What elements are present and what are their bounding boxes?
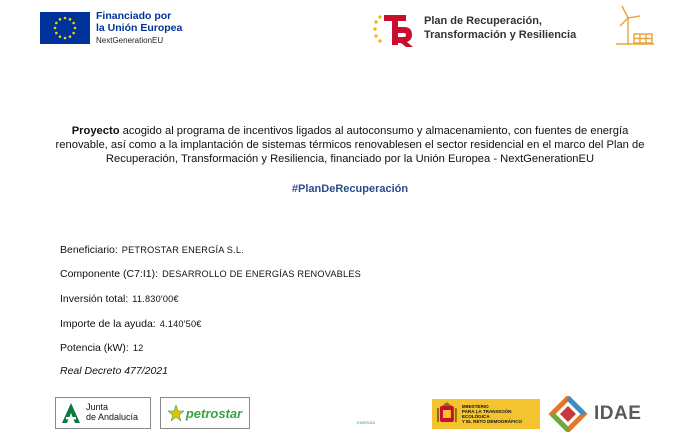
ministerio-line2: PARA LA TRANSICIÓN ECOLÓGICA xyxy=(461,408,512,419)
ministerio-line3: Y EL RETO DEMOGRÁFICO xyxy=(461,419,523,425)
eu-star-icon xyxy=(55,32,58,35)
field-importe-ayuda xyxy=(60,318,202,330)
field-value: DESARROLLO DE ENERGÍAS RENOVABLES xyxy=(162,269,361,279)
petrostar-logo xyxy=(160,397,376,429)
spain-coat-of-arms-icon xyxy=(436,402,458,426)
wind-turbine-solar-icon xyxy=(610,4,656,50)
idae-logo xyxy=(548,396,678,432)
junta-line2: de Andalucía xyxy=(86,412,139,422)
ministerio-logo xyxy=(432,399,540,429)
field-label: Importe de la ayuda: xyxy=(60,318,156,330)
junta-line1: Junta xyxy=(86,402,109,413)
eu-flag-icon xyxy=(40,12,90,44)
field-label: Beneficiario: xyxy=(60,244,118,256)
eu-star-icon xyxy=(64,37,67,40)
hashtag: #PlanDeRecuperación xyxy=(291,183,409,195)
eu-star-icon xyxy=(72,22,75,25)
field-label: Componente (C7:I1): xyxy=(60,268,159,280)
field-value: 12 xyxy=(132,343,144,353)
junta-andalucia-logo xyxy=(55,397,151,429)
field-beneficiario xyxy=(60,244,244,256)
idae-mark-icon xyxy=(548,396,588,432)
eu-star-icon xyxy=(55,22,58,25)
field-componente xyxy=(60,268,361,280)
project-description xyxy=(50,124,650,166)
project-lead-word: Proyecto xyxy=(71,125,120,137)
petrostar-name: petrostar xyxy=(185,405,243,421)
ministerio-line1: MINISTERIO xyxy=(461,403,489,409)
star-icon xyxy=(168,405,184,421)
prtr-mark-icon xyxy=(372,9,416,49)
field-potencia xyxy=(60,342,143,354)
prtr-line2: Transformación y Resiliencia xyxy=(424,29,577,41)
eu-logo-line1: Financiado por xyxy=(96,10,172,23)
field-value: 11.830'00€ xyxy=(132,294,179,304)
field-value: 4.140'50€ xyxy=(159,319,202,329)
field-inversion-total xyxy=(60,293,179,305)
eu-star-icon xyxy=(59,18,62,21)
field-value: PETROSTAR ENERGÍA S.L. xyxy=(121,245,244,255)
eu-logo-line2: la Unión Europea xyxy=(96,22,183,35)
field-label: Inversión total: xyxy=(60,293,129,305)
project-description-text: acogido al programa de incentivos ligados al autoconsumo y almacenamiento, con fuentes de energía renovable, así como a la implantación de sistemas térmicos renovablesen el sector residencial en el marco del Plan de Recuperación, Transformación y Resiliencia, financiado por la Unión Europea - NextGenerationEU xyxy=(55,125,645,165)
eu-star-icon xyxy=(64,17,67,20)
eu-logo-line3: NextGenerationEU xyxy=(96,36,164,46)
eu-star-icon xyxy=(74,27,77,30)
field-label: Potencia (kW): xyxy=(60,342,129,354)
eu-funding-logo xyxy=(40,10,215,46)
prtr-line1: Plan de Recuperación, xyxy=(424,15,542,28)
junta-mark-icon xyxy=(60,401,82,425)
eu-star-icon xyxy=(69,18,72,21)
petrostar-sub: ENERGÍA xyxy=(357,420,376,425)
eu-star-icon xyxy=(59,35,62,38)
eu-star-icon xyxy=(69,35,72,38)
eu-star-icon xyxy=(72,32,75,35)
eu-star-icon xyxy=(54,27,57,30)
idae-name: IDAE xyxy=(594,403,642,424)
decree: Real Decreto 477/2021 xyxy=(60,365,168,377)
